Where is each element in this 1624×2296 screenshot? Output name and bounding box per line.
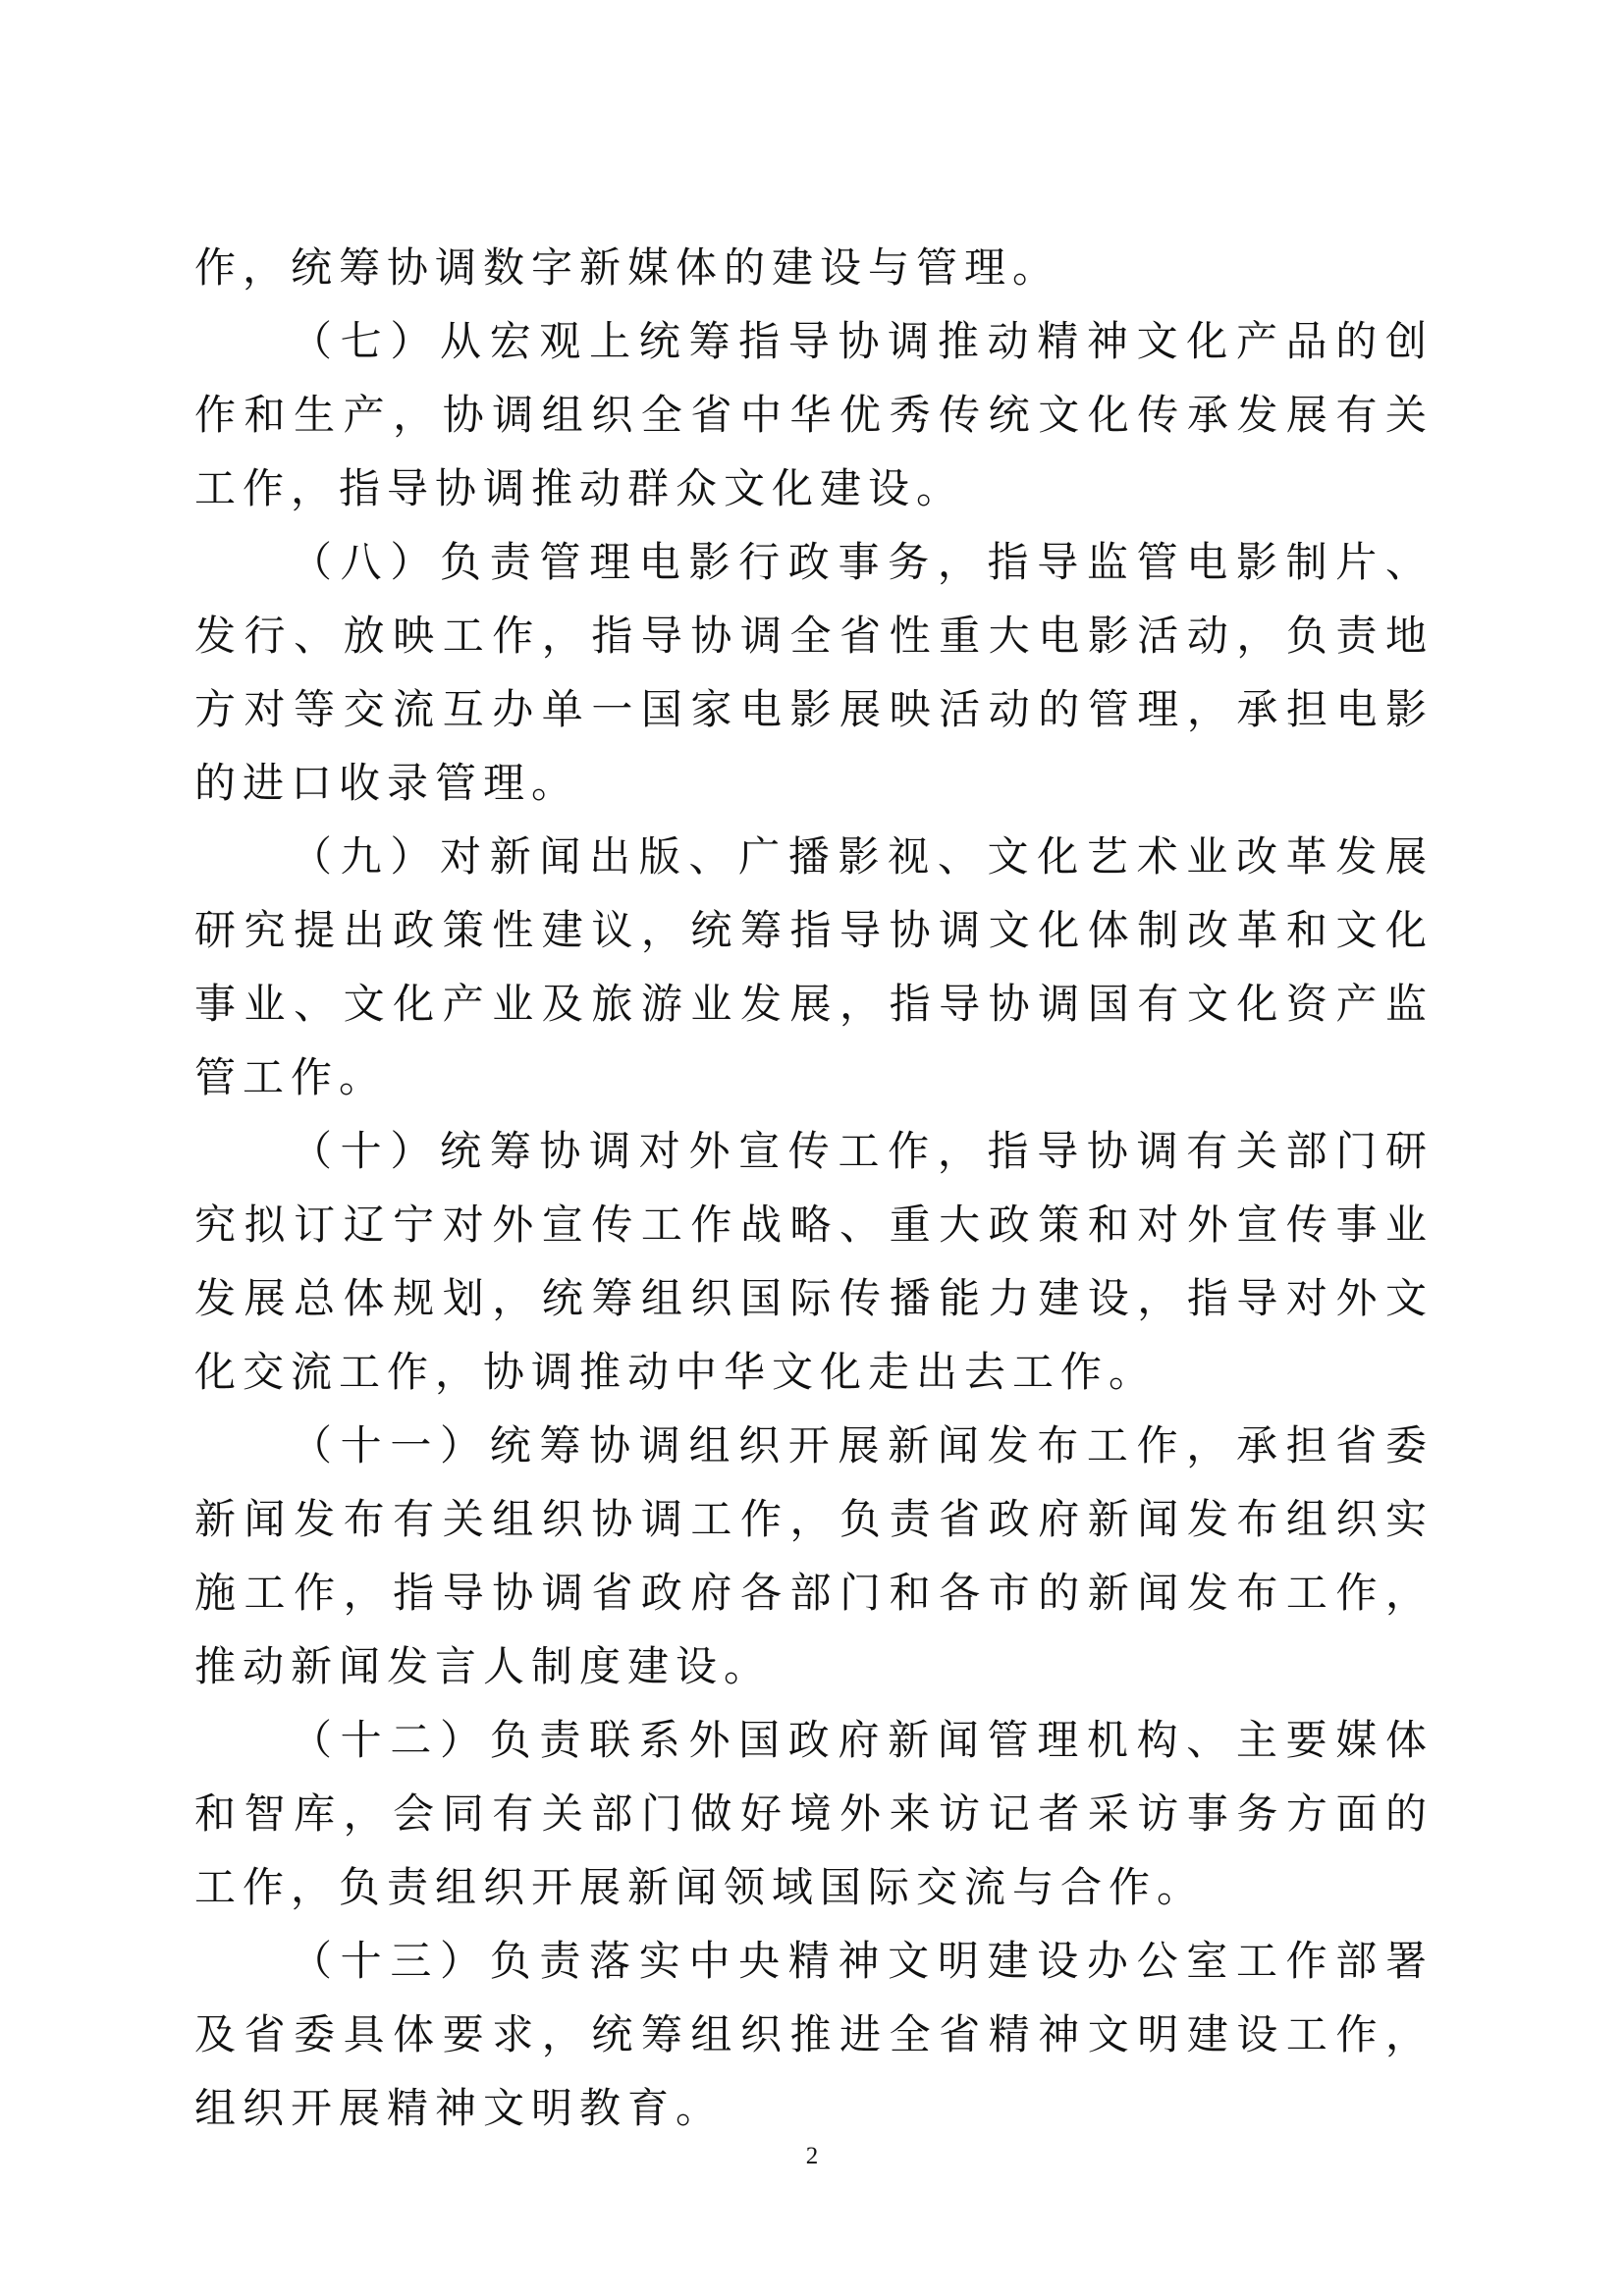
paragraph-item-13: （十三）负责落实中央精神文明建设办公室工作部署及省委具体要求，统筹组织推进全省精神文明建设工作，组织开展精神文明教育。 [194,1937,1434,2132]
paragraph-item-12: （十二）负责联系外国政府新闻管理机构、主要媒体和智库，会同有关部门做好境外来访记者采访事务方面的工作，负责组织开展新闻领域国际交流与合作。 [194,1716,1434,1911]
paragraph-item-8: （八）负责管理电影行政事务，指导监管电影制片、发行、放映工作，指导协调全省性重大电影活动，负责地方对等交流互办单一国家电影展映活动的管理，承担电影的进口收录管理。 [194,538,1434,807]
paragraph-item-10: （十）统筹协调对外宣传工作，指导协调有关部门研究拟订辽宁对外宣传工作战略、重大政策和对外宣传事业发展总体规划，统筹组织国际传播能力建设，指导对外文化交流工作，协调推动中华文化走出去工作。 [194,1127,1434,1396]
paragraph-item-11: （十一）统筹协调组织开展新闻发布工作，承担省委新闻发布有关组织协调工作，负责省政府新闻发布组织实施工作，指导协调省政府各部门和各市的新闻发布工作，推动新闻发言人制度建设。 [194,1421,1434,1690]
paragraph-continuation: 作，统筹协调数字新媒体的建设与管理。 [194,243,1061,292]
paragraph-item-9: （九）对新闻出版、广播影视、文化艺术业改革发展研究提出政策性建议，统筹指导协调文化体制改革和文化事业、文化产业及旅游业发展，指导协调国有文化资产监管工作。 [194,832,1434,1101]
paragraph-item-7: （七）从宏观上统筹指导协调推动精神文化产品的创作和生产，协调组织全省中华优秀传统文化传承发展有关工作，指导协调推动群众文化建设。 [194,317,1434,512]
document-body [194,231,1434,2145]
page-number: 2 [805,2143,819,2169]
